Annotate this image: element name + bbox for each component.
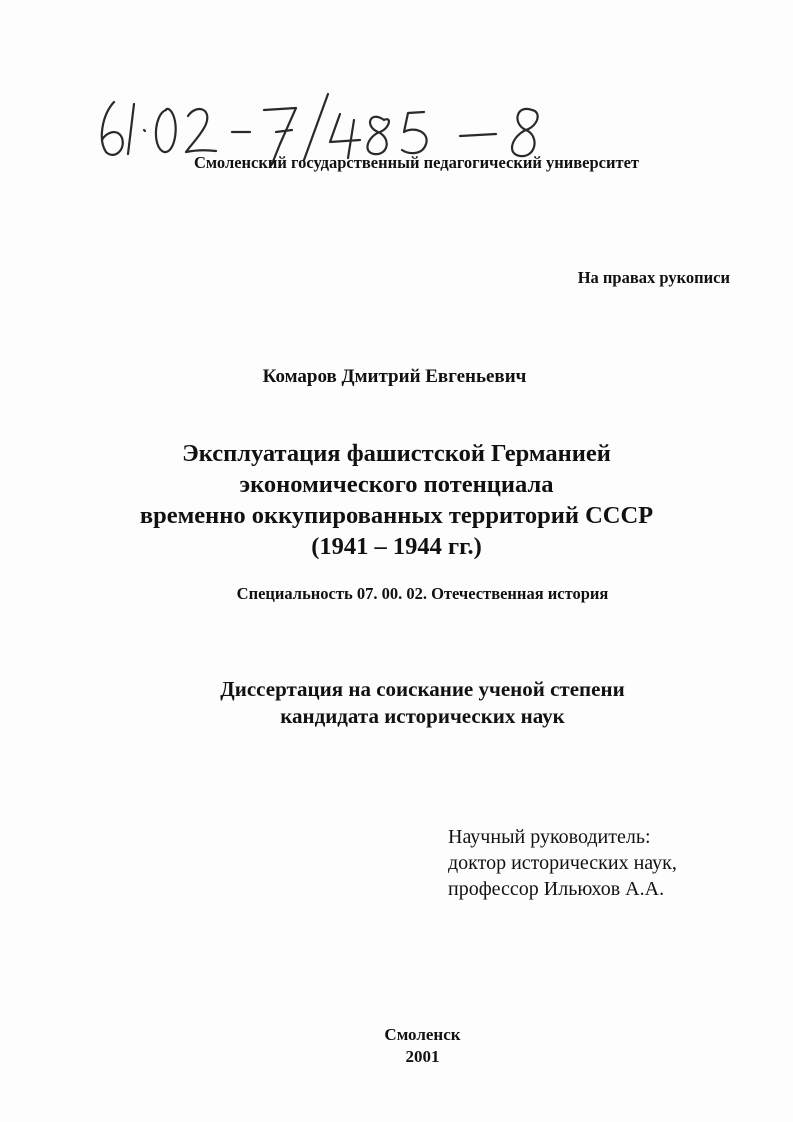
author-name: Комаров Дмитрий Евгеньевич — [262, 366, 527, 387]
advisor-line: Научный руководитель: — [448, 826, 651, 848]
title-line: экономического потенциала — [239, 471, 554, 498]
dissertation-title — [0, 438, 793, 562]
degree-line: кандидата исторических наук — [280, 704, 565, 728]
advisor-line: профессор Ильюхов А.А. — [448, 878, 665, 900]
specialty: Специальность 07. 00. 02. Отечественная история — [236, 584, 609, 603]
rights-notice: На правах рукописи — [577, 268, 730, 287]
footer — [26, 1024, 793, 1068]
title-line: (1941 – 1944 гг.) — [311, 533, 482, 560]
footer-city: Смоленск — [384, 1025, 461, 1044]
footer-year: 2001 — [405, 1047, 440, 1066]
degree-line: Диссертация на соискание ученой степени — [220, 677, 625, 701]
scientific-advisor — [448, 824, 677, 902]
title-line: Эксплуатация фашистской Германией — [182, 440, 611, 467]
title-line: временно оккупированных территорий СССР — [139, 502, 654, 529]
degree-statement — [26, 676, 793, 730]
university-name: Смоленский государственный педагогический университет — [193, 153, 640, 172]
advisor-line: доктор исторических наук, — [448, 852, 677, 874]
